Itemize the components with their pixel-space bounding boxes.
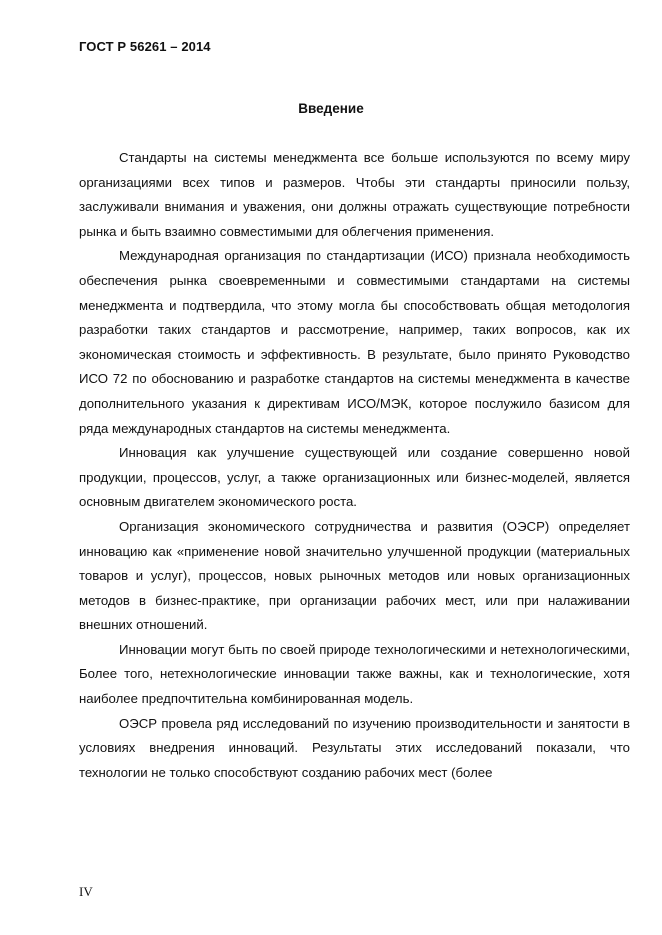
- paragraph: Инновации могут быть по своей природе технологическими и нетехнологическими, Более того, нетехнологические инновации также важны, как и технологические, хотя наиболее предпочтительна комбинированная модель.: [79, 641, 630, 707]
- document-code-header: ГОСТ Р 56261 – 2014: [79, 39, 211, 54]
- body-text: [79, 146, 630, 785]
- paragraph: Организация экономического сотрудничества и развития (ОЭСР) определяет инновацию как «применение новой значительно улучшенной продукции (материальных товаров и услуг), процессов, новых рыночных методов или новых организационных методов в бизнес-практике, при организации рабочих мест, или при налаживании внешних отношений.: [79, 518, 630, 633]
- paragraph: Инновация как улучшение существующей или создание совершенно новой продукции, процессов, услуг, а также организационных или бизнес-моделей, является основным двигателем экономического роста.: [79, 445, 630, 510]
- section-title: Введение: [298, 101, 364, 116]
- page-number: IV: [79, 884, 93, 899]
- paragraph: Международная организация по стандартизации (ИСО) признала необходимость обеспечения рынка своевременными и совместимыми стандартами на системы менеджмента и подтвердила, что этому могла бы способствовать общая методология разработки таких стандартов и рассмотрение, например, таких вопросов, как их экономическая стоимость и эффективность. В результате, было принято Руководство ИСО 72 по обоснованию и разработке стандартов на системы менеджмента в качестве дополнительного указания к директивам ИСО/МЭК, которое послужило базисом для ряда международных стандартов на системы менеджмента.: [79, 248, 630, 436]
- paragraph: Стандарты на системы менеджмента все больше используются по всему миру организациями всех типов и размеров. Чтобы эти стандарты приносили пользу, заслуживали внимания и уважения, они должны отражать существующие потребности рынка и быть взаимно совместимыми для облегчения применения.: [79, 150, 630, 239]
- paragraph: ОЭСР провела ряд исследований по изучению производительности и занятости в условиях внедрения инноваций. Результаты этих исследований показали, что технологии не только способствуют созданию рабочих мест (более: [79, 715, 630, 780]
